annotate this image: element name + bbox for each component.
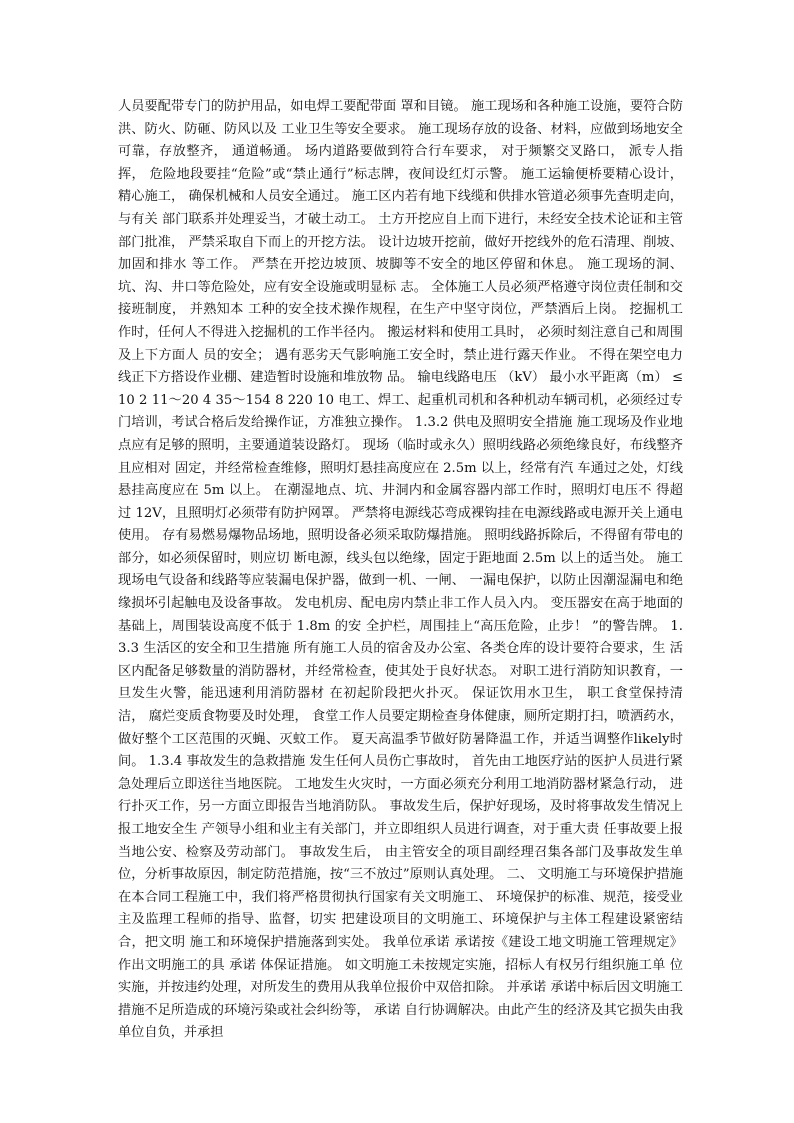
document-page (118, 96, 683, 1045)
body-paragraph: 人员要配带专门的防护用品，如电焊工要配带面 罩和目镜。 施工现场和各种施工设施，要符合防洪、防火、防砸、防风以及 工业卫生等安全要求。 施工现场存放的设备、材料，应做到场地安全可靠，存放整齐， 通道畅通。 场内道路要做到符合行车要求， 对于频繁交叉路口， 派专人指挥， 危险地段要挂“危险”或“禁止通行”标志牌，夜间设红灯示警。 施工运输便桥要精心设计， 精心施工， 确保机械和人员安全通过。 施工区内若有地下线缆和供排水管道必须事先查明走向， 与有关 部门联系并处理妥当，才破土动工。 土方开挖应自上而下进行，未经安全技术论证和主管部门批准， 严禁采取自下而上的开挖方法。 设计边坡开挖前，做好开挖线外的危石清理、削坡、加固和排水 等工作。 严禁在开挖边坡顶、坡脚等不安全的地区停留和休息。 施工现场的洞、坑、沟、井口等危险处，应有安全设施或明显标 志。 全体施工人员必须严格遵守岗位责任制和交接班制度， 并熟知本 工种的安全技术操作规程，在生产中坚守岗位，严禁酒后上岗。 挖掘机工作时，任何人不得进入挖掘机的工作半径内。 搬运材料和使用工具时， 必须时刻注意自己和周围及上下方面人 员的安全； 遇有恶劣天气影响施工安全时，禁止进行露天作业。 不得在架空电力线正下方搭设作业棚、建造暂时设施和堆放物 品。 输电线路电压 （kV） 最小水平距离（m） ≤10 2 11～20 4 35～154 8 220 10 电工、焊工、起重机司机和各种机动车辆司机，必须经过专门培训，考试合格后发给操作证，方准独立操作。 1.3.2 供电及照明安全措施 施工现场及作业地点应有足够的照明，主要通道装设路灯。 现场（临时或永久）照明线路必须绝缘良好，布线整齐且应相对 固定，并经常检查维修，照明灯悬挂高度应在 2.5m 以上，经常有汽 车通过之处，灯线悬挂高度应在 5m 以上。 在潮湿地点、坑、井洞内和金属容器内部工作时，照明灯电压不 得超过 12V，且照明灯必须带有防护网罩。 严禁将电源线芯弯成裸钩挂在电源线路或电源开关上通电使用。 存有易燃易爆物品场地，照明设备必须采取防爆措施。 照明线路拆除后，不得留有带电的部分，如必须保留时，则应切 断电源，线头包以绝缘，固定于距地面 2.5m 以上的适当处。 施工现场电气设备和线路等应装漏电保护器，做到一机、一闸、 一漏电保护，以防止因潮湿漏电和绝缘损坏引起触电及设备事故。 发电机房、配电房内禁止非工作人员入内。 变压器安在高于地面的基础上，周围装设高度不低于 1.8m 的安 全护栏，周围挂上“高压危险，止步！ ”的警告牌。 1.3.3 生活区的安全和卫生措施 所有施工人员的宿舍及办公室、各类仓库的设计要符合要求，生 活区内配备足够数量的消防器材，并经常检查，使其处于良好状态。 对职工进行消防知识教育，一旦发生火警，能迅速利用消防器材 在初起阶段把火扑灭。 保证饮用水卫生， 职工食堂保持清洁， 腐烂变质食物要及时处理， 食堂工作人员要定期检查身体健康，厕所定期打扫，喷洒药水，做好整个工区范围的灭蝇、灭蚊工作。 夏天高温季节做好防暑降温工作，并适当调整作likely时间。 1.3.4 事故发生的急救措施 发生任何人员伤亡事故时， 首先由工地医疗站的医护人员进行紧 急处理后立即送往当地医院。 工地发生火灾时，一方面必须充分利用工地消防器材紧急行动， 进行扑灭工作，另一方面立即报告当地消防队。 事故发生后，保护好现场，及时将事故发生情况上报工地安全生 产领导小组和业主有关部门，并立即组织人员进行调查，对于重大责 任事故要上报当地公安、检察及劳动部门。 事故发生后， 由主管安全的项目副经理召集各部门及事故发生单 位，分析事故原因，制定防范措施，按“三不放过”原则认真处理。 二、 文明施工与环境保护措施在本合同工程施工中，我们将严格贯彻执行国家有关文明施工、 环境保护的标准、规范，接受业主及监理工程师的指导、监督，切实 把建设项目的文明施工、环境保护与主体工程建设紧密结合，把文明 施工和环境保护措施落到实处。 我单位承诺 承诺按《建设工地文明施工管理规定》作出文明施工的具 承诺 体保证措施。 如文明施工未按规定实施，招标人有权另行组织施工单 位实施，并按违约处理，对所发生的费用从我单位报价中双倍扣除。 并承诺 承诺中标后因文明施工措施不足所造成的环境污染或社会纠纷等， 承诺 自行协调解决。由此产生的经济及其它损失由我单位自负，并承担 (118, 99, 683, 1041)
